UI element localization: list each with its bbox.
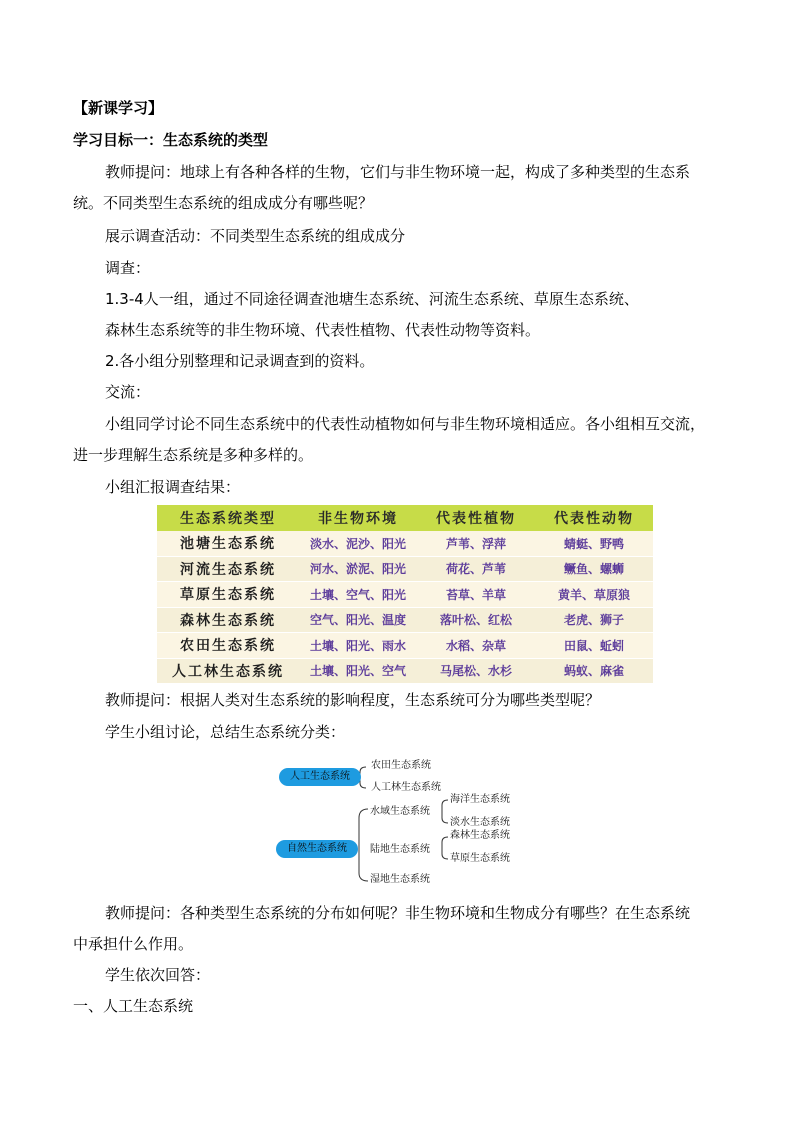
- table-cell: 农田生态系统: [157, 633, 299, 659]
- table-cell: 水稻、杂草: [417, 633, 535, 659]
- grassland-node: 草原生态系统: [450, 853, 510, 864]
- table-cell: 落叶松、红松: [417, 607, 535, 633]
- paragraph-line: 学生小组讨论，总结生态系统分类：: [105, 723, 346, 741]
- freshwater-node: 淡水生态系统: [450, 817, 510, 828]
- paragraph-line: 小组同学讨论不同生态系统中的代表性动植物如何与非生物环境相适应。各小组相互交流，: [105, 415, 706, 433]
- table-header-cell: 生态系统类型: [157, 505, 299, 531]
- table-cell: 蚂蚁、麻雀: [535, 658, 653, 684]
- table-cell: 河流生态系统: [157, 556, 299, 582]
- marine-node: 海洋生态系统: [450, 794, 510, 805]
- objective-heading: 学习目标一：生态系统的类型: [73, 131, 269, 149]
- table-cell: 苔草、羊草: [417, 582, 535, 608]
- paragraph-line: 统。不同类型生态系统的组成成分有哪些呢？: [73, 194, 374, 212]
- table-cell: 河水、淤泥、阳光: [299, 556, 417, 582]
- paragraph-line: 教师提问：根据人类对生态系统的影响程度，生态系统可分为哪些类型呢？: [105, 691, 601, 709]
- paragraph-line: 调查：: [105, 259, 151, 277]
- table-cell: 芦苇、浮萍: [417, 531, 535, 556]
- table-cell: 池塘生态系统: [157, 531, 299, 556]
- paragraph-line: 一、人工生态系统: [73, 997, 194, 1015]
- wetland-node: 湿地生态系统: [370, 874, 430, 885]
- table-cell: 老虎、狮子: [535, 607, 653, 633]
- paragraph-line: 展示调查活动：不同类型生态系统的组成成分: [105, 227, 406, 245]
- paragraph-line: 1.3-4人一组，通过不同途径调查池塘生态系统、河流生态系统、草原生态系统、: [105, 290, 639, 308]
- table-cell: 鳜鱼、螺蛳: [535, 556, 653, 582]
- table-cell: 空气、阳光、温度: [299, 607, 417, 633]
- table-cell: 土壤、阳光、雨水: [299, 633, 417, 659]
- brace-natural: [359, 809, 368, 881]
- artificial-ecosystem-node: 人工生态系统: [279, 768, 361, 786]
- table-cell: 马尾松、水杉: [417, 658, 535, 684]
- paragraph-line: 小组汇报调查结果：: [105, 478, 241, 496]
- table-header-cell: 代表性植物: [417, 505, 535, 531]
- table-cell: 田鼠、蚯蚓: [535, 633, 653, 659]
- paragraph-line: 2.各小组分别整理和记录调查到的资料。: [105, 352, 375, 370]
- natural-ecosystem-node: 自然生态系统: [276, 840, 358, 858]
- table-cell: 土壤、阳光、空气: [299, 658, 417, 684]
- paragraph-line: 教师提问：地球上有各种各样的生物，它们与非生物环境一起，构成了多种类型的生态系: [105, 163, 691, 181]
- table-cell: 荷花、芦苇: [417, 556, 535, 582]
- table-cell: 蜻蜓、野鸭: [535, 531, 653, 556]
- paragraph-line: 交流：: [105, 383, 151, 401]
- table-cell: 土壤、空气、阳光: [299, 582, 417, 608]
- terrestrial-node: 陆地生态系统: [370, 844, 430, 855]
- paragraph-line: 学生依次回答：: [105, 966, 211, 984]
- plantation-node: 人工林生态系统: [371, 782, 441, 793]
- table-header-cell: 代表性动物: [535, 505, 653, 531]
- aquatic-node: 水域生态系统: [370, 806, 430, 817]
- table-cell: 草原生态系统: [157, 582, 299, 608]
- table-header-cell: 非生物环境: [299, 505, 417, 531]
- paragraph-line: 中承担什么作用。: [73, 935, 194, 953]
- table-cell: 森林生态系统: [157, 607, 299, 633]
- farmland-node: 农田生态系统: [371, 760, 431, 771]
- brace-aquatic: [442, 800, 448, 823]
- table-cell: 人工林生态系统: [157, 658, 299, 684]
- table-cell: 淡水、泥沙、阳光: [299, 531, 417, 556]
- section-heading: 【新课学习】: [73, 99, 164, 117]
- paragraph-line: 教师提问：各种类型生态系统的分布如何呢？非生物环境和生物成分有哪些？在生态系统: [105, 904, 691, 922]
- brace-terrestrial: [442, 837, 448, 859]
- paragraph-line: 森林生态系统等的非生物环境、代表性植物、代表性动物等资料。: [105, 321, 541, 339]
- paragraph-line: 进一步理解生态系统是多种多样的。: [73, 446, 314, 464]
- forest-node: 森林生态系统: [450, 830, 510, 841]
- table-cell: 黄羊、草原狼: [535, 582, 653, 608]
